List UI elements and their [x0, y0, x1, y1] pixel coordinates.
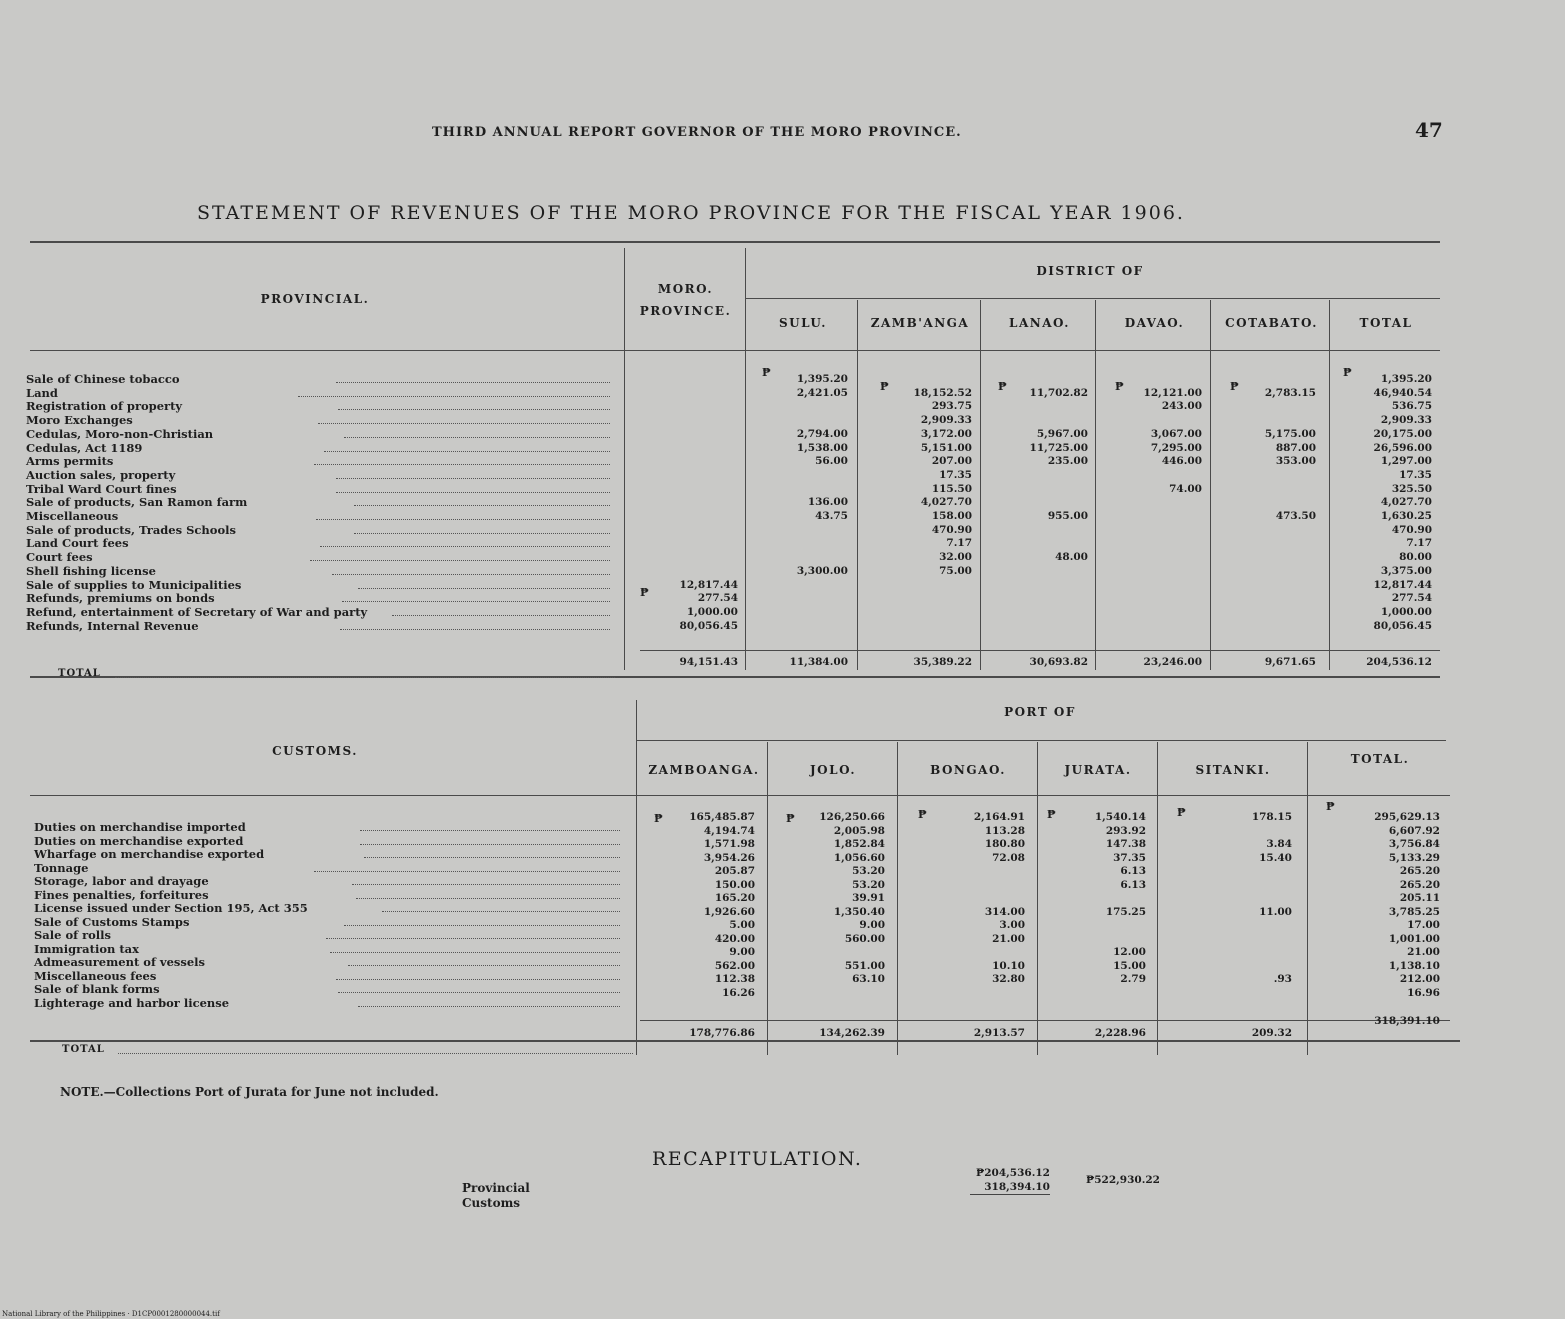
table-total-cell: 2,913.57 — [973, 1027, 1025, 1039]
peso-sign: ₱ — [1326, 800, 1335, 813]
table-cell: 3.84 — [1266, 838, 1292, 850]
table-cell: 12,817.44 — [1373, 579, 1432, 591]
table-cell: 80,056.45 — [679, 620, 738, 632]
table-cell: 243.00 — [1161, 400, 1202, 412]
table-cell: 1,540.14 — [1094, 811, 1146, 823]
leader-dots — [338, 409, 610, 410]
row-label: Duties on merchandise imported — [34, 820, 246, 834]
row-label: Arms permits — [26, 454, 114, 468]
table-cell: 1,000.00 — [1380, 606, 1432, 618]
peso-sign: ₱ — [1230, 380, 1239, 393]
table-cell: 235.00 — [1047, 455, 1088, 467]
column-divider — [857, 300, 858, 670]
table-cell: 39.91 — [852, 892, 885, 904]
row-label: Admeasurement of vessels — [34, 955, 206, 969]
table-cell: 165,485.87 — [689, 811, 755, 823]
moro-header-2: PROVINCE. — [639, 304, 732, 318]
table-cell: 2,005.98 — [833, 825, 885, 837]
page-title: STATEMENT OF REVENUES OF THE MORO PROVINCE FOR THE FISCAL YEAR 1906. — [197, 202, 1185, 224]
recap-title: RECAPITULATION. — [652, 1148, 863, 1170]
table-cell: 158.00 — [931, 510, 972, 522]
table-cell: 1,395.20 — [796, 373, 848, 385]
table-cell: 2,909.33 — [920, 414, 972, 426]
table-cell: 265.20 — [1399, 865, 1440, 877]
table-total-cell: 209.32 — [1251, 1027, 1292, 1039]
leader-dots — [358, 588, 610, 589]
table-cell: 7.17 — [946, 537, 972, 549]
total-label: TOTAL — [58, 668, 101, 679]
port-column-header: SITANKI. — [1195, 763, 1271, 777]
table-cell: 80,056.45 — [1373, 620, 1432, 632]
table-top-rule — [30, 241, 1440, 243]
peso-sign: ₱ — [918, 808, 927, 821]
table-cell: 5,151.00 — [920, 442, 972, 454]
table-cell: 2,783.15 — [1264, 387, 1316, 399]
table-cell: 2,909.33 — [1380, 414, 1432, 426]
column-divider — [745, 248, 746, 670]
row-label: Auction sales, property — [26, 468, 176, 482]
leader-dots — [314, 464, 610, 465]
column-divider — [1210, 300, 1211, 670]
table-cell: 180.80 — [984, 838, 1025, 850]
provincial-heading: PROVINCIAL. — [260, 292, 370, 306]
table-cell: 473.50 — [1275, 510, 1316, 522]
table-cell: 18,152.52 — [913, 387, 972, 399]
peso-sign: ₱ — [762, 366, 771, 379]
leader-dots — [336, 478, 610, 479]
column-divider — [1037, 742, 1038, 1055]
recap-provincial-value: ₱204,536.12 — [975, 1167, 1050, 1179]
total-rule — [640, 650, 1440, 651]
table-cell: 7,295.00 — [1150, 442, 1202, 454]
header-bottom-rule — [30, 350, 1440, 351]
port-column-header: JOLO. — [810, 763, 856, 777]
table-bottom-rule — [30, 1040, 1460, 1042]
leader-dots — [336, 492, 610, 493]
table-cell: .93 — [1273, 973, 1292, 985]
peso-sign: ₱ — [1115, 380, 1124, 393]
table-cell: 325.50 — [1391, 483, 1432, 495]
table-cell: 150.00 — [714, 879, 755, 891]
row-label: Tribal Ward Court fines — [26, 482, 177, 496]
peso-sign: ₱ — [654, 812, 663, 825]
column-divider — [980, 300, 981, 670]
port-column-header: BONGAO. — [930, 763, 1006, 777]
total-label: TOTAL — [62, 1044, 105, 1055]
table-total-cell: 35,389.22 — [913, 656, 972, 668]
leader-dots — [316, 519, 610, 520]
row-label: Cedulas, Act 1189 — [26, 441, 143, 455]
table-cell: 207.00 — [931, 455, 972, 467]
table-cell: 56.00 — [815, 455, 848, 467]
row-label: Tonnage — [34, 861, 89, 875]
table-cell: 9.00 — [729, 946, 755, 958]
table-cell: 1,852.84 — [833, 838, 885, 850]
leader-dots — [336, 979, 620, 980]
table-cell: 12,121.00 — [1143, 387, 1202, 399]
recap-provincial-label: Provincial — [462, 1181, 530, 1195]
table-cell: 205.11 — [1399, 892, 1440, 904]
header-rule — [745, 298, 1440, 299]
table-cell: 2,794.00 — [796, 428, 848, 440]
header-bottom-rule — [30, 795, 1450, 796]
peso-sign: ₱ — [880, 380, 889, 393]
table-cell: 112.38 — [714, 973, 755, 985]
table-cell: 75.00 — [939, 565, 972, 577]
footer-credit: National Library of the Philippines · D1CP0001280000044.tif — [2, 1310, 220, 1318]
row-label: Immigration tax — [34, 942, 139, 956]
district-column-header: DAVAO. — [1124, 316, 1185, 330]
table-note: NOTE.—Collections Port of Jurata for June not included. — [60, 1085, 439, 1099]
table-cell: 277.54 — [697, 592, 738, 604]
table-cell: 353.00 — [1275, 455, 1316, 467]
recap-customs-label: Customs — [462, 1196, 521, 1210]
table-cell: 5,133.29 — [1388, 852, 1440, 864]
leader-dots — [115, 677, 615, 678]
table-cell: 80.00 — [1399, 551, 1432, 563]
leader-dots — [332, 574, 610, 575]
total-rule — [640, 1020, 1450, 1021]
row-label: Sale of supplies to Municipalities — [26, 578, 242, 592]
leader-dots — [338, 992, 620, 993]
table-cell: 887.00 — [1275, 442, 1316, 454]
table-cell: 3,172.00 — [920, 428, 972, 440]
table-cell: 126,250.66 — [819, 811, 885, 823]
table-cell: 265.20 — [1399, 879, 1440, 891]
table-cell: 32.80 — [992, 973, 1025, 985]
row-label: Duties on merchandise exported — [34, 834, 244, 848]
column-divider — [624, 248, 625, 670]
column-divider — [636, 700, 637, 1055]
table-cell: 4,194.74 — [703, 825, 755, 837]
column-divider — [897, 742, 898, 1055]
port-column-header: TOTAL. — [1350, 752, 1410, 766]
table-cell: 74.00 — [1169, 483, 1202, 495]
table-cell: 3,756.84 — [1388, 838, 1440, 850]
table-cell: 6.13 — [1120, 865, 1146, 877]
table-cell: 1,001.00 — [1388, 933, 1440, 945]
recap-grand-total: ₱522,930.22 — [1085, 1174, 1160, 1186]
table-cell: 536.75 — [1391, 400, 1432, 412]
table-cell: 3,067.00 — [1150, 428, 1202, 440]
peso-sign: ₱ — [640, 586, 649, 599]
table-cell: 17.00 — [1407, 919, 1440, 931]
table-cell: 5,175.00 — [1264, 428, 1316, 440]
port-of-heading: PORT OF — [1004, 705, 1076, 719]
leader-dots — [360, 844, 620, 845]
table-cell: 12,817.44 — [679, 579, 738, 591]
table-cell: 43.75 — [815, 510, 848, 522]
leader-dots — [320, 546, 610, 547]
row-label: Lighterage and harbor license — [34, 996, 230, 1010]
table-cell: 1,395.20 — [1380, 373, 1432, 385]
row-label: Storage, labor and drayage — [34, 874, 209, 888]
district-column-header: COTABATO. — [1225, 316, 1318, 330]
leader-dots — [348, 965, 620, 966]
table-cell: 113.28 — [984, 825, 1025, 837]
moro-header-1: MORO. — [657, 282, 714, 296]
row-label: Land Court fees — [26, 536, 129, 550]
table-cell: 3,375.00 — [1380, 565, 1432, 577]
table-cell: 11,702.82 — [1029, 387, 1088, 399]
row-label: Refund, entertainment of Secretary of War and party — [26, 605, 368, 619]
row-label: Sale of Customs Stamps — [34, 915, 190, 929]
leader-dots — [344, 437, 610, 438]
column-divider — [1329, 300, 1330, 670]
peso-sign: ₱ — [1177, 806, 1186, 819]
table-cell: 12.00 — [1113, 946, 1146, 958]
column-divider — [1095, 300, 1096, 670]
district-column-header: SULU. — [779, 316, 827, 330]
column-divider — [767, 742, 768, 1055]
row-label: Wharfage on merchandise exported — [34, 847, 265, 861]
district-of-heading: DISTRICT OF — [1036, 264, 1144, 278]
leader-dots — [336, 382, 610, 383]
table-total-cell: 204,536.12 — [1366, 656, 1432, 668]
district-column-header: ZAMB'ANGA — [870, 316, 970, 330]
table-cell: 3,785.25 — [1388, 906, 1440, 918]
leader-dots — [360, 830, 620, 831]
row-label: License issued under Section 195, Act 355 — [34, 901, 308, 915]
table-cell: 46,940.54 — [1373, 387, 1432, 399]
table-cell: 37.35 — [1113, 852, 1146, 864]
table-cell: 2.79 — [1120, 973, 1146, 985]
table-cell: 277.54 — [1391, 592, 1432, 604]
table-total-cell: 134,262.39 — [819, 1027, 885, 1039]
table-cell: 72.08 — [992, 852, 1025, 864]
port-column-header: ZAMBOANGA. — [648, 763, 760, 777]
table-total-cell: 318,391.10 — [1374, 1015, 1440, 1027]
table-cell: 5,967.00 — [1036, 428, 1088, 440]
table-cell: 4,027.70 — [1380, 496, 1432, 508]
leader-dots — [356, 898, 620, 899]
table-cell: 136.00 — [807, 496, 848, 508]
table-cell: 1,926.60 — [703, 906, 755, 918]
table-cell: 15.00 — [1113, 960, 1146, 972]
table-cell: 560.00 — [844, 933, 885, 945]
row-label: Refunds, premiums on bonds — [26, 591, 215, 605]
table-cell: 16.26 — [722, 987, 755, 999]
district-column-header: LANAO. — [1009, 316, 1070, 330]
table-cell: 53.20 — [852, 879, 885, 891]
table-total-cell: 23,246.00 — [1143, 656, 1202, 668]
table-cell: 53.20 — [852, 865, 885, 877]
table-total-cell: 30,693.82 — [1029, 656, 1088, 668]
row-label: Miscellaneous fees — [34, 969, 157, 983]
row-label: Miscellaneous — [26, 509, 119, 523]
table-total-cell: 94,151.43 — [679, 656, 738, 668]
table-cell: 16.96 — [1407, 987, 1440, 999]
table-cell: 2,421.05 — [796, 387, 848, 399]
peso-sign: ₱ — [1343, 366, 1352, 379]
leader-dots — [330, 952, 620, 953]
table-cell: 3,954.26 — [703, 852, 755, 864]
table-total-cell: 9,671.65 — [1264, 656, 1316, 668]
table-cell: 446.00 — [1161, 455, 1202, 467]
table-cell: 165.20 — [714, 892, 755, 904]
row-label: Sale of products, Trades Schools — [26, 523, 236, 537]
row-label: Court fees — [26, 550, 93, 564]
leader-dots — [354, 533, 610, 534]
row-label: Land — [26, 386, 58, 400]
table-cell: 205.87 — [714, 865, 755, 877]
customs-heading: CUSTOMS. — [272, 744, 358, 758]
table-cell: 2,164.91 — [973, 811, 1025, 823]
table-total-cell: 11,384.00 — [789, 656, 848, 668]
leader-dots — [340, 629, 610, 630]
table-cell: 1,630.25 — [1380, 510, 1432, 522]
table-cell: 10.10 — [992, 960, 1025, 972]
table-cell: 955.00 — [1047, 510, 1088, 522]
table-cell: 20,175.00 — [1373, 428, 1432, 440]
table-cell: 562.00 — [714, 960, 755, 972]
table-cell: 4,027.70 — [920, 496, 972, 508]
table-cell: 6.13 — [1120, 879, 1146, 891]
row-label: Sale of products, San Ramon farm — [26, 495, 248, 509]
column-divider — [1157, 742, 1158, 1055]
table-cell: 7.17 — [1406, 537, 1432, 549]
table-cell: 1,138.10 — [1388, 960, 1440, 972]
table-cell: 11.00 — [1259, 906, 1292, 918]
table-cell: 48.00 — [1055, 551, 1088, 563]
row-label: Fines penalties, forfeitures — [34, 888, 209, 902]
table-cell: 1,350.40 — [833, 906, 885, 918]
table-cell: 212.00 — [1399, 973, 1440, 985]
leader-dots — [318, 423, 610, 424]
table-cell: 15.40 — [1259, 852, 1292, 864]
table-cell: 9.00 — [859, 919, 885, 931]
table-cell: 295,629.13 — [1374, 811, 1440, 823]
row-label: Sale of Chinese tobacco — [26, 372, 180, 386]
row-label: Cedulas, Moro-non-Christian — [26, 427, 214, 441]
table-cell: 63.10 — [852, 973, 885, 985]
leader-dots — [342, 601, 610, 602]
row-label: Registration of property — [26, 399, 183, 413]
peso-sign: ₱ — [1047, 808, 1056, 821]
table-cell: 1,297.00 — [1380, 455, 1432, 467]
table-total-cell: 178,776.86 — [689, 1027, 755, 1039]
leader-dots — [364, 857, 620, 858]
peso-sign: ₱ — [998, 380, 1007, 393]
table-cell: 1,000.00 — [686, 606, 738, 618]
table-cell: 470.90 — [1391, 524, 1432, 536]
row-label: Refunds, Internal Revenue — [26, 619, 199, 633]
table-cell: 3.00 — [999, 919, 1025, 931]
recap-customs-value: 318,394.10 — [970, 1182, 1050, 1195]
leader-dots — [118, 1053, 633, 1054]
table-cell: 1,571.98 — [703, 838, 755, 850]
district-column-header: TOTAL — [1359, 316, 1413, 330]
table-cell: 293.92 — [1105, 825, 1146, 837]
table-cell: 115.50 — [931, 483, 972, 495]
leader-dots — [298, 396, 610, 397]
row-label: Sale of blank forms — [34, 982, 160, 996]
table-cell: 3,300.00 — [796, 565, 848, 577]
leader-dots — [358, 1006, 620, 1007]
table-cell: 6,607.92 — [1388, 825, 1440, 837]
leader-dots — [324, 451, 610, 452]
running-head: THIRD ANNUAL REPORT GOVERNOR OF THE MORO PROVINCE. — [432, 125, 962, 140]
leader-dots — [326, 938, 620, 939]
table-cell: 17.35 — [1399, 469, 1432, 481]
header-rule — [636, 740, 1446, 741]
table-cell: 21.00 — [1407, 946, 1440, 958]
row-label: Sale of rolls — [34, 928, 112, 942]
page-number: 47 — [1415, 118, 1443, 142]
peso-sign: ₱ — [786, 812, 795, 825]
leader-dots — [354, 505, 610, 506]
table-cell: 17.35 — [939, 469, 972, 481]
leader-dots — [382, 911, 620, 912]
row-label: Moro Exchanges — [26, 413, 133, 427]
leader-dots — [392, 615, 610, 616]
table-cell: 147.38 — [1105, 838, 1146, 850]
table-cell: 1,056.60 — [833, 852, 885, 864]
table-cell: 420.00 — [714, 933, 755, 945]
leader-dots — [344, 925, 620, 926]
leader-dots — [314, 871, 620, 872]
table-cell: 551.00 — [844, 960, 885, 972]
table-cell: 314.00 — [984, 906, 1025, 918]
table-cell: 26,596.00 — [1373, 442, 1432, 454]
column-divider — [1307, 742, 1308, 1055]
table-total-cell: 2,228.96 — [1094, 1027, 1146, 1039]
table-cell: 5.00 — [729, 919, 755, 931]
table-cell: 11,725.00 — [1029, 442, 1088, 454]
table-cell: 21.00 — [992, 933, 1025, 945]
row-label: Shell fishing license — [26, 564, 156, 578]
table-cell: 293.75 — [931, 400, 972, 412]
table-cell: 32.00 — [939, 551, 972, 563]
table-cell: 1,538.00 — [796, 442, 848, 454]
table-cell: 175.25 — [1105, 906, 1146, 918]
table-cell: 470.90 — [931, 524, 972, 536]
port-column-header: JURATA. — [1064, 763, 1132, 777]
leader-dots — [310, 560, 610, 561]
table-cell: 178.15 — [1251, 811, 1292, 823]
leader-dots — [352, 884, 620, 885]
